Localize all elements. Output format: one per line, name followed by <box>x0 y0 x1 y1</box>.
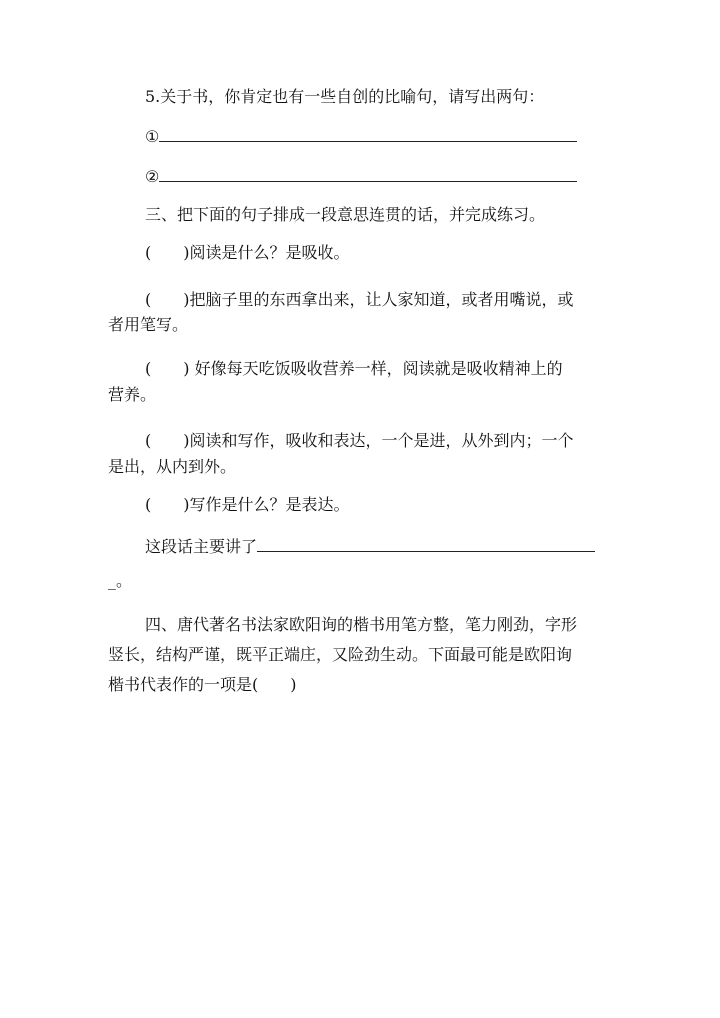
sentence-text-4: 阅读和写作，吸收和表达，一个是进，从外到内；一个 <box>189 431 574 450</box>
summary-prefix: 这段话主要讲了 <box>145 537 258 556</box>
order-blank-3[interactable]: ( ) <box>145 359 190 378</box>
q5-prompt: 5.关于书，你肯定也有一些自创的比喻句，请写出两句： <box>145 87 545 106</box>
answer-blank-2[interactable] <box>159 167 577 182</box>
summary-blank[interactable] <box>257 537 595 552</box>
sentence-item-2 <box>145 289 574 311</box>
section4-line-2: 竖长，结构严谨，既平正端庄，又险劲生动。下面最可能是欧阳询 <box>108 645 573 664</box>
sentence-text-3: 好像每天吃饭吸收营养一样，阅读就是吸收精神上的 <box>189 359 563 378</box>
section4-line-1: 四、唐代著名书法家欧阳询的楷书用笔方整，笔力刚劲，字形 <box>145 615 578 634</box>
sentence-item-5 <box>145 494 350 516</box>
sentence-text-2: 把脑子里的东西拿出来，让人家知道，或者用嘴说，或 <box>189 290 574 309</box>
sentence-text-2-cont: 者用笔写。 <box>108 315 189 334</box>
order-blank-2[interactable]: ( ) <box>145 290 190 309</box>
order-blank-4[interactable]: ( ) <box>145 431 190 450</box>
sentence-text-3-cont: 营养。 <box>108 385 157 404</box>
sentence-item-3 <box>145 358 563 380</box>
sentence-item-4 <box>145 430 574 452</box>
sentence-item-1 <box>145 242 350 264</box>
summary-end: _。 <box>108 571 133 590</box>
sentence-text-1: 阅读是什么？是吸收。 <box>189 243 350 262</box>
section4-line-3: 楷书代表作的一项是( ) <box>108 675 297 694</box>
blank-marker-2: ② <box>145 167 160 186</box>
sentence-text-5: 写作是什么？是表达。 <box>189 495 350 514</box>
q5-answer-row-2 <box>145 166 577 188</box>
blank-marker-1: ① <box>145 127 160 146</box>
order-blank-1[interactable]: ( ) <box>145 243 190 262</box>
section3-heading: 三、把下面的句子排成一段意思连贯的话，并完成练习。 <box>145 205 546 224</box>
sentence-text-4-cont: 是出，从内到外。 <box>108 457 237 476</box>
summary-row <box>145 536 595 558</box>
answer-blank-1[interactable] <box>159 127 577 142</box>
order-blank-5[interactable]: ( ) <box>145 495 190 514</box>
q5-answer-row-1 <box>145 126 577 148</box>
